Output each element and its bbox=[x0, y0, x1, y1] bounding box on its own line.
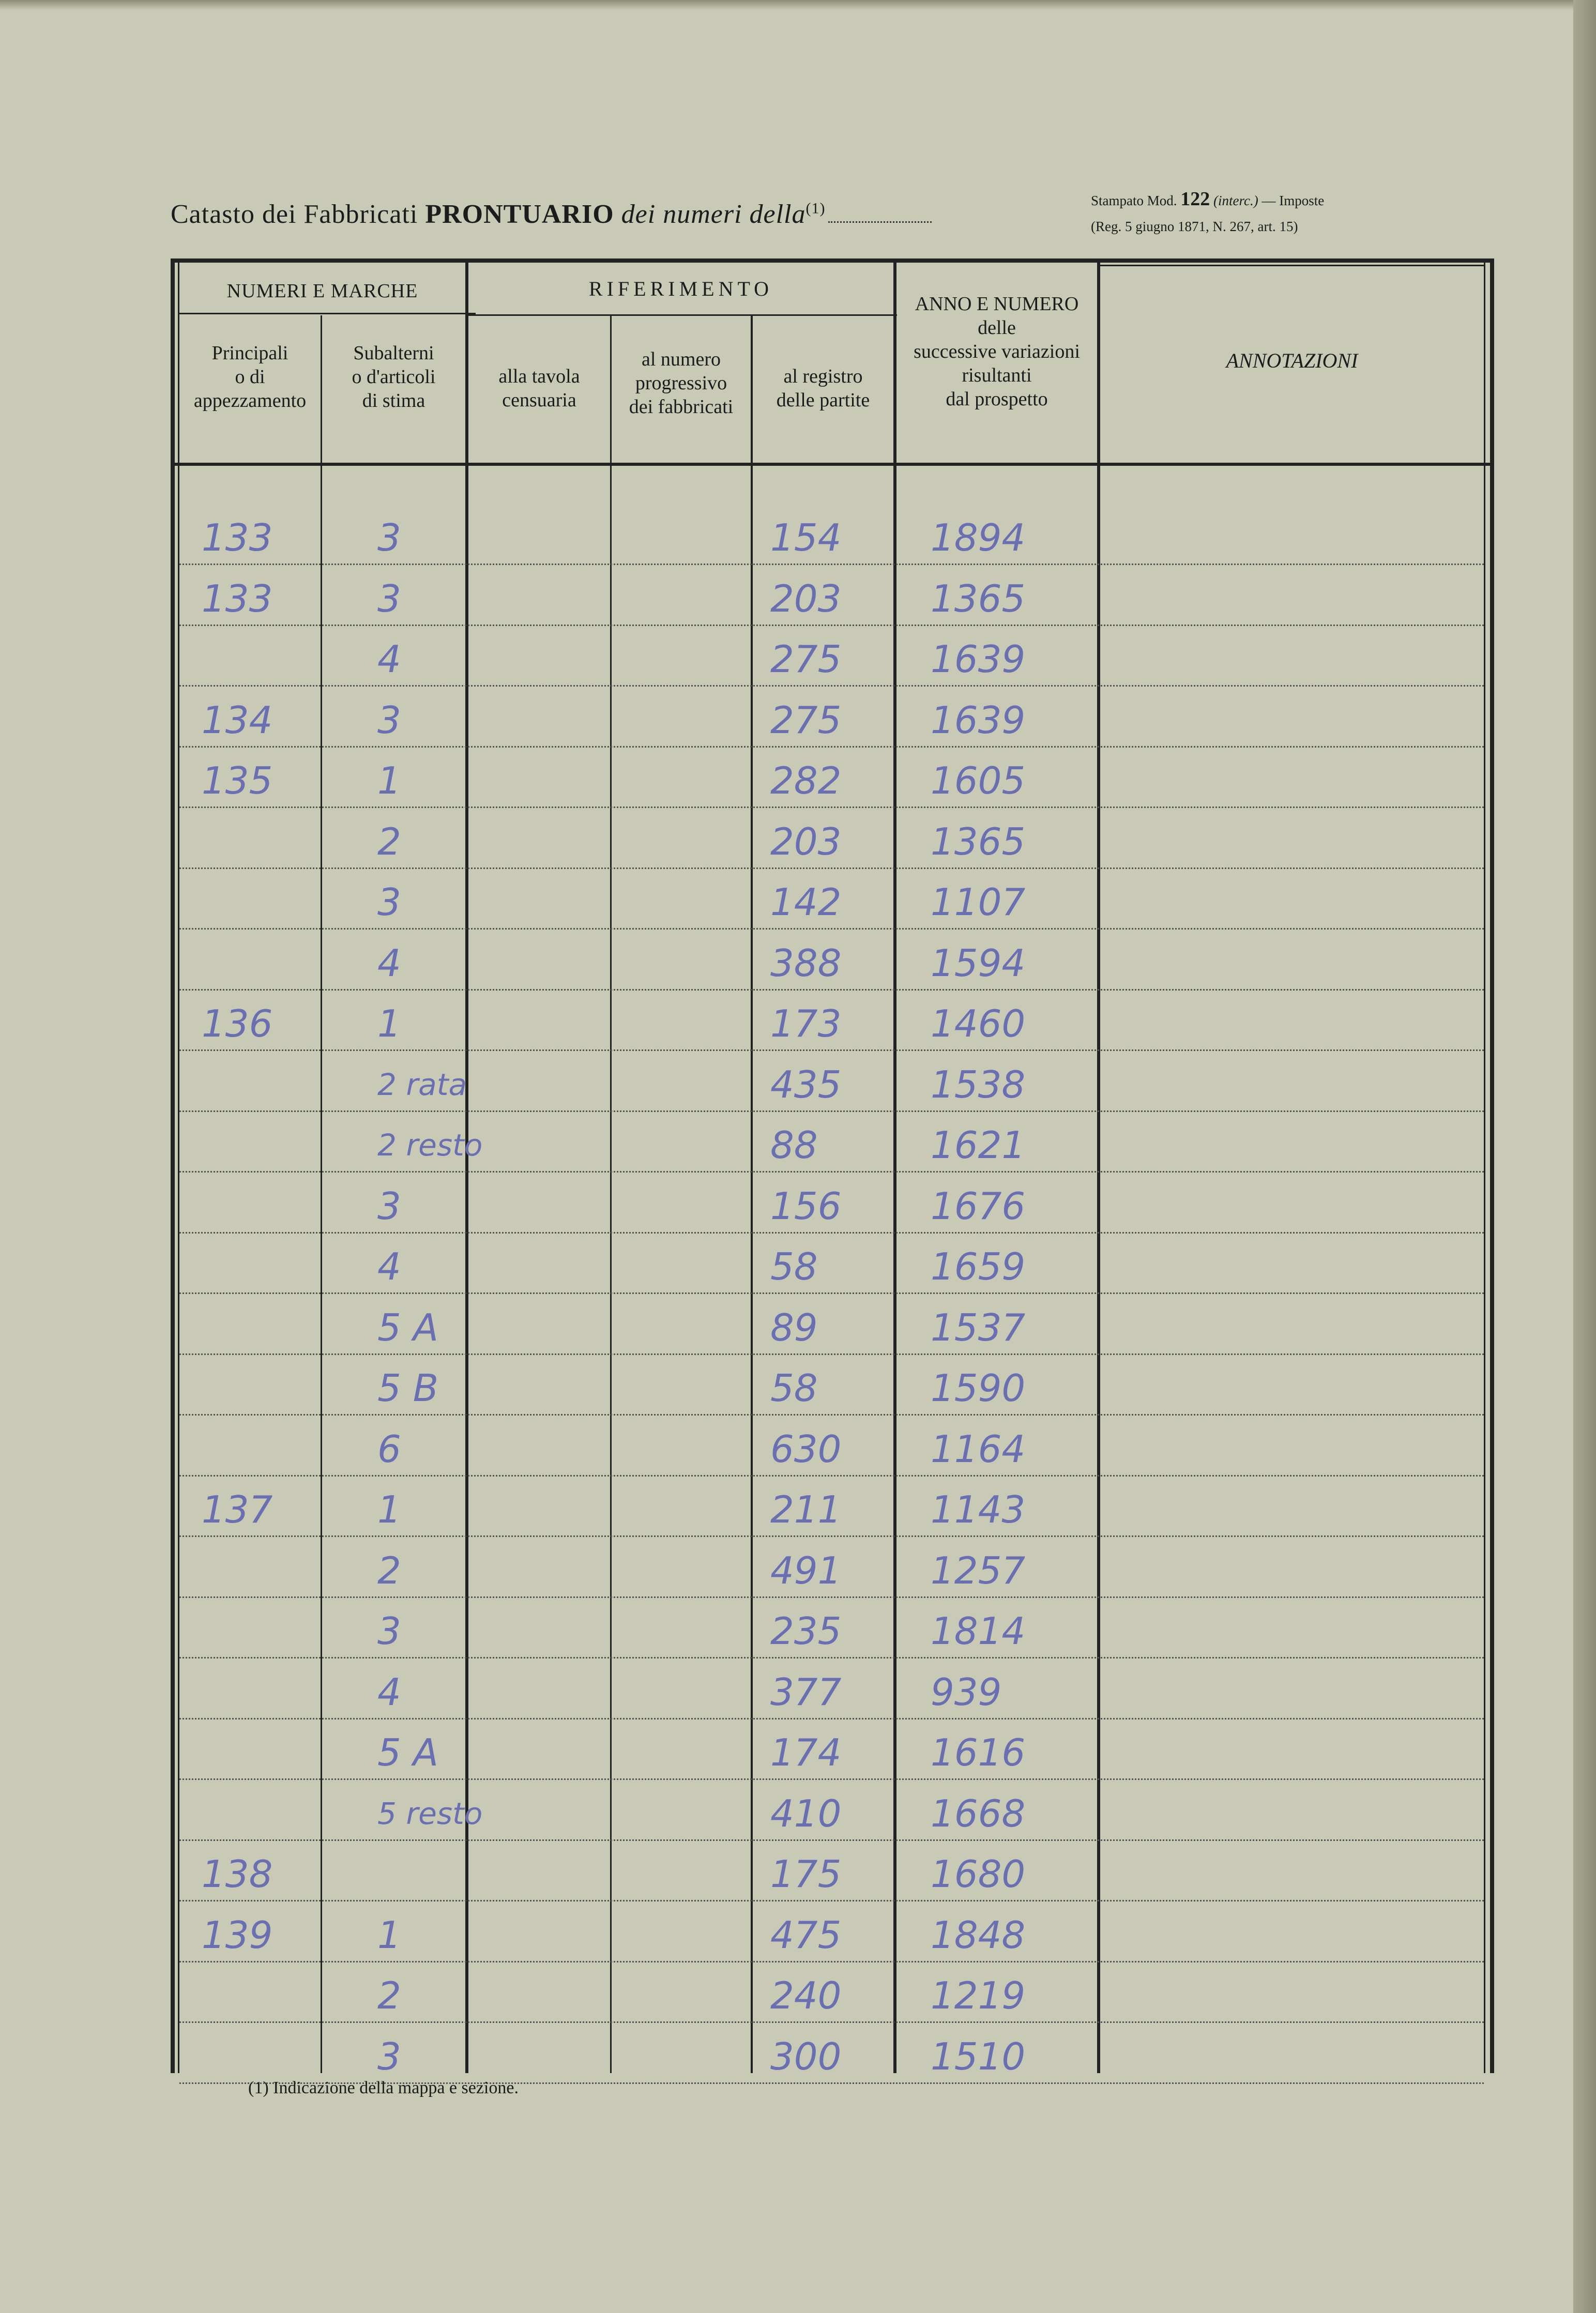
row-principale: 136 bbox=[202, 1002, 273, 1045]
row-principale: 139 bbox=[202, 1913, 273, 1957]
row-rule bbox=[179, 1778, 1484, 1780]
row-rule bbox=[179, 1171, 1484, 1173]
row-anno: 1510 bbox=[931, 2034, 1026, 2078]
row-subalterno: 1 bbox=[377, 1002, 401, 1045]
title-italic: dei numeri della bbox=[621, 200, 806, 229]
row-rule bbox=[179, 1535, 1484, 1537]
row-subalterno: 5 A bbox=[377, 1305, 438, 1349]
header-right-rule bbox=[1100, 265, 1485, 266]
group-rule-riferimento bbox=[465, 314, 897, 316]
row-registro: 235 bbox=[770, 1609, 842, 1653]
row-anno: 1257 bbox=[931, 1548, 1026, 1592]
row-principale: 133 bbox=[202, 516, 273, 559]
row-subalterno: 5 A bbox=[377, 1731, 438, 1774]
print-interc: (interc.) bbox=[1213, 193, 1258, 208]
row-rule bbox=[179, 746, 1484, 748]
row-subalterno: 4 bbox=[377, 1670, 401, 1714]
table-left-rule-inner bbox=[178, 258, 179, 2073]
row-registro: 142 bbox=[770, 880, 842, 924]
header-numero: al numero progressivo dei fabbricati bbox=[629, 348, 734, 418]
col-rule-4 bbox=[751, 315, 753, 2073]
row-anno: 1616 bbox=[931, 1731, 1026, 1774]
form-title bbox=[171, 199, 932, 230]
row-subalterno: 1 bbox=[377, 1488, 401, 1531]
row-registro: 154 bbox=[770, 516, 842, 559]
row-subalterno: 4 bbox=[377, 1245, 401, 1288]
header-subalterni: Subalterni o d'articoli di stima bbox=[352, 342, 436, 412]
col-rule-5 bbox=[893, 258, 896, 2073]
row-subalterno: 2 resto bbox=[377, 1128, 483, 1163]
row-subalterno: 2 bbox=[377, 819, 401, 863]
row-anno: 1894 bbox=[931, 516, 1026, 559]
row-principale: 138 bbox=[202, 1852, 273, 1896]
header-annotazioni: ANNOTAZIONI bbox=[1226, 349, 1358, 372]
header-registro: al registro delle partite bbox=[776, 366, 870, 411]
row-anno: 1814 bbox=[931, 1609, 1026, 1653]
row-subalterno: 2 rata bbox=[377, 1067, 467, 1102]
row-registro: 475 bbox=[770, 1913, 842, 1957]
row-rule bbox=[179, 1414, 1484, 1416]
page-edge-top bbox=[0, 0, 1596, 10]
row-registro: 300 bbox=[770, 2034, 842, 2078]
header-anno: ANNO E NUMERO delle successive variazioni risultanti dal prospetto bbox=[914, 293, 1080, 410]
table-top-rule bbox=[171, 258, 1494, 263]
row-subalterno: 5 resto bbox=[377, 1795, 483, 1831]
row-subalterno: 6 bbox=[377, 1427, 401, 1471]
row-anno: 1107 bbox=[931, 880, 1026, 924]
print-regulation: (Reg. 5 giugno 1871, N. 267, art. 15) bbox=[1091, 219, 1298, 234]
row-registro: 275 bbox=[770, 637, 842, 681]
header-bottom-rule bbox=[171, 463, 1494, 466]
row-anno: 1639 bbox=[931, 637, 1026, 681]
row-subalterno: 1 bbox=[377, 759, 401, 802]
row-anno: 1605 bbox=[931, 759, 1026, 802]
col-rule-3 bbox=[610, 315, 612, 2073]
row-anno: 1594 bbox=[931, 941, 1026, 985]
title-prefix: Catasto dei Fabbricati bbox=[171, 200, 418, 229]
row-rule bbox=[179, 1839, 1484, 1841]
row-subalterno: 4 bbox=[377, 941, 401, 985]
row-anno: 1460 bbox=[931, 1002, 1026, 1045]
row-registro: 89 bbox=[770, 1305, 818, 1349]
title-fill-line bbox=[828, 221, 932, 223]
row-registro: 410 bbox=[770, 1791, 842, 1835]
table-right-rule-inner bbox=[1484, 258, 1485, 2073]
title-note: (1) bbox=[805, 200, 826, 217]
row-registro: 435 bbox=[770, 1062, 842, 1106]
row-registro: 174 bbox=[770, 1731, 842, 1774]
row-rule bbox=[179, 1718, 1484, 1719]
row-anno: 1365 bbox=[931, 819, 1026, 863]
row-subalterno: 2 bbox=[377, 1548, 401, 1592]
row-subalterno: 2 bbox=[377, 1974, 401, 2017]
row-registro: 58 bbox=[770, 1245, 818, 1288]
row-rule bbox=[179, 1657, 1484, 1658]
page-edge-right bbox=[1573, 0, 1596, 2313]
footnote: (1) Indicazione della mappa e sezione. bbox=[248, 2078, 519, 2097]
print-suffix: — Imposte bbox=[1261, 193, 1325, 208]
row-anno: 1680 bbox=[931, 1852, 1026, 1896]
row-registro: 58 bbox=[770, 1366, 818, 1410]
row-subalterno: 3 bbox=[377, 1184, 401, 1228]
row-rule bbox=[179, 1292, 1484, 1294]
row-principale: 133 bbox=[202, 576, 273, 620]
row-anno: 1639 bbox=[931, 698, 1026, 742]
row-rule bbox=[179, 806, 1484, 808]
register-table bbox=[171, 258, 1494, 2078]
row-anno: 1219 bbox=[931, 1974, 1026, 2017]
row-rule bbox=[179, 868, 1484, 869]
row-rule bbox=[179, 1961, 1484, 1962]
row-anno: 1590 bbox=[931, 1366, 1026, 1410]
row-registro: 275 bbox=[770, 698, 842, 742]
title-bold: PRONTUARIO bbox=[425, 200, 614, 229]
row-anno: 1668 bbox=[931, 1791, 1026, 1835]
row-anno: 1537 bbox=[931, 1305, 1026, 1349]
row-registro: 388 bbox=[770, 941, 842, 985]
table-left-rule bbox=[171, 258, 175, 2073]
row-subalterno: 3 bbox=[377, 1609, 401, 1653]
row-registro: 203 bbox=[770, 819, 842, 863]
row-subalterno: 3 bbox=[377, 2034, 401, 2078]
header-principali: Principali o di appezzamento bbox=[193, 342, 307, 412]
row-rule bbox=[179, 1110, 1484, 1112]
row-registro: 203 bbox=[770, 576, 842, 620]
row-registro: 88 bbox=[770, 1123, 818, 1167]
row-principale: 135 bbox=[202, 759, 273, 802]
print-prefix: Stampato Mod. bbox=[1091, 193, 1177, 208]
row-rule bbox=[179, 625, 1484, 626]
row-registro: 173 bbox=[770, 1002, 842, 1045]
row-subalterno: 4 bbox=[377, 637, 401, 681]
row-rule bbox=[179, 989, 1484, 991]
header-riferimento: RIFERIMENTO bbox=[588, 277, 773, 300]
col-rule-1 bbox=[321, 315, 322, 2073]
row-principale: 134 bbox=[202, 698, 273, 742]
row-subalterno: 1 bbox=[377, 1913, 401, 1957]
row-subalterno: 3 bbox=[377, 698, 401, 742]
print-model: 122 bbox=[1180, 188, 1210, 210]
row-anno: 1621 bbox=[931, 1123, 1026, 1167]
print-info bbox=[1091, 186, 1324, 239]
row-rule bbox=[179, 1596, 1484, 1598]
row-registro: 630 bbox=[770, 1427, 842, 1471]
row-subalterno: 3 bbox=[377, 576, 401, 620]
row-rule bbox=[179, 2021, 1484, 2023]
header-numeri-e-marche: NUMERI E MARCHE bbox=[226, 280, 418, 302]
row-registro: 491 bbox=[770, 1548, 842, 1592]
row-rule bbox=[179, 1353, 1484, 1355]
row-subalterno: 5 B bbox=[377, 1366, 439, 1410]
row-rule bbox=[179, 1049, 1484, 1051]
row-registro: 156 bbox=[770, 1184, 842, 1228]
row-rule bbox=[179, 685, 1484, 687]
row-subalterno: 3 bbox=[377, 880, 401, 924]
row-registro: 377 bbox=[770, 1670, 842, 1714]
row-rule bbox=[179, 1475, 1484, 1477]
row-rule bbox=[179, 1232, 1484, 1234]
row-anno: 1365 bbox=[931, 576, 1026, 620]
row-rule bbox=[179, 928, 1484, 930]
row-anno: 1143 bbox=[931, 1488, 1026, 1531]
header-tavola: alla tavola censuaria bbox=[498, 366, 580, 411]
row-anno: 1164 bbox=[931, 1427, 1026, 1471]
row-anno: 1659 bbox=[931, 1245, 1026, 1288]
table-right-rule bbox=[1490, 258, 1494, 2073]
row-registro: 240 bbox=[770, 1974, 842, 2017]
group-rule-numeri bbox=[179, 313, 476, 314]
row-principale: 137 bbox=[202, 1488, 273, 1531]
row-anno: 1848 bbox=[931, 1913, 1026, 1957]
row-rule bbox=[179, 1900, 1484, 1901]
row-registro: 282 bbox=[770, 759, 842, 802]
col-rule-6 bbox=[1097, 258, 1100, 2073]
row-anno: 1538 bbox=[931, 1062, 1026, 1106]
row-registro: 211 bbox=[770, 1488, 842, 1531]
row-subalterno: 3 bbox=[377, 516, 401, 559]
row-anno: 939 bbox=[931, 1670, 1002, 1714]
row-anno: 1676 bbox=[931, 1184, 1026, 1228]
row-registro: 175 bbox=[770, 1852, 842, 1896]
row-rule bbox=[179, 564, 1484, 565]
